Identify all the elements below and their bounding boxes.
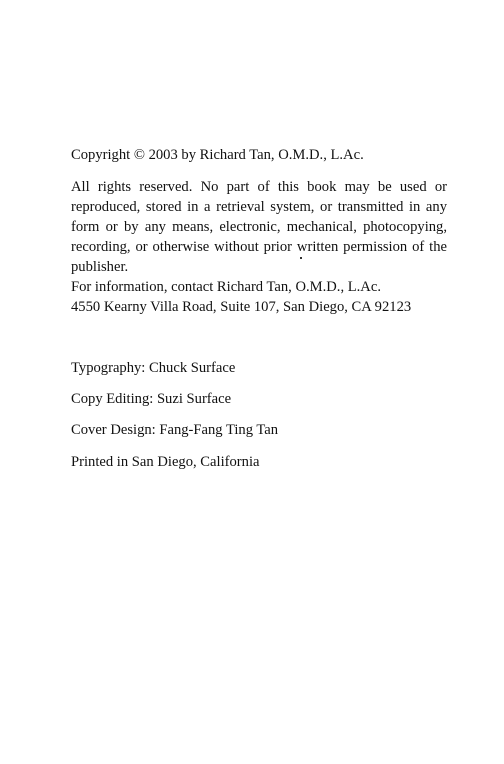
copyright-notice: Copyright © 2003 by Richard Tan, O.M.D., L.Ac. bbox=[71, 147, 364, 163]
contact-line: For information, contact Richard Tan, O.M.D., L.Ac. bbox=[71, 279, 381, 295]
typography-credit: Typography: Chuck Surface bbox=[71, 360, 236, 376]
stray-mark bbox=[300, 257, 302, 259]
address-line: 4550 Kearny Villa Road, Suite 107, San Diego, CA 92123 bbox=[71, 299, 412, 315]
copy-editing-credit: Copy Editing: Suzi Surface bbox=[71, 391, 232, 407]
contact-information bbox=[71, 277, 447, 317]
printed-in: Printed in San Diego, California bbox=[71, 454, 260, 470]
cover-design-credit: Cover Design: Fang-Fang Ting Tan bbox=[71, 422, 279, 438]
rights-statement: All rights reserved. No part of this book may be used or reproduced, stored in a retrieval system, or transmitted in any form or by any means, electronic, mechanical, photocopying, recording, or otherwise without prior written permission of the publisher. bbox=[71, 179, 447, 275]
